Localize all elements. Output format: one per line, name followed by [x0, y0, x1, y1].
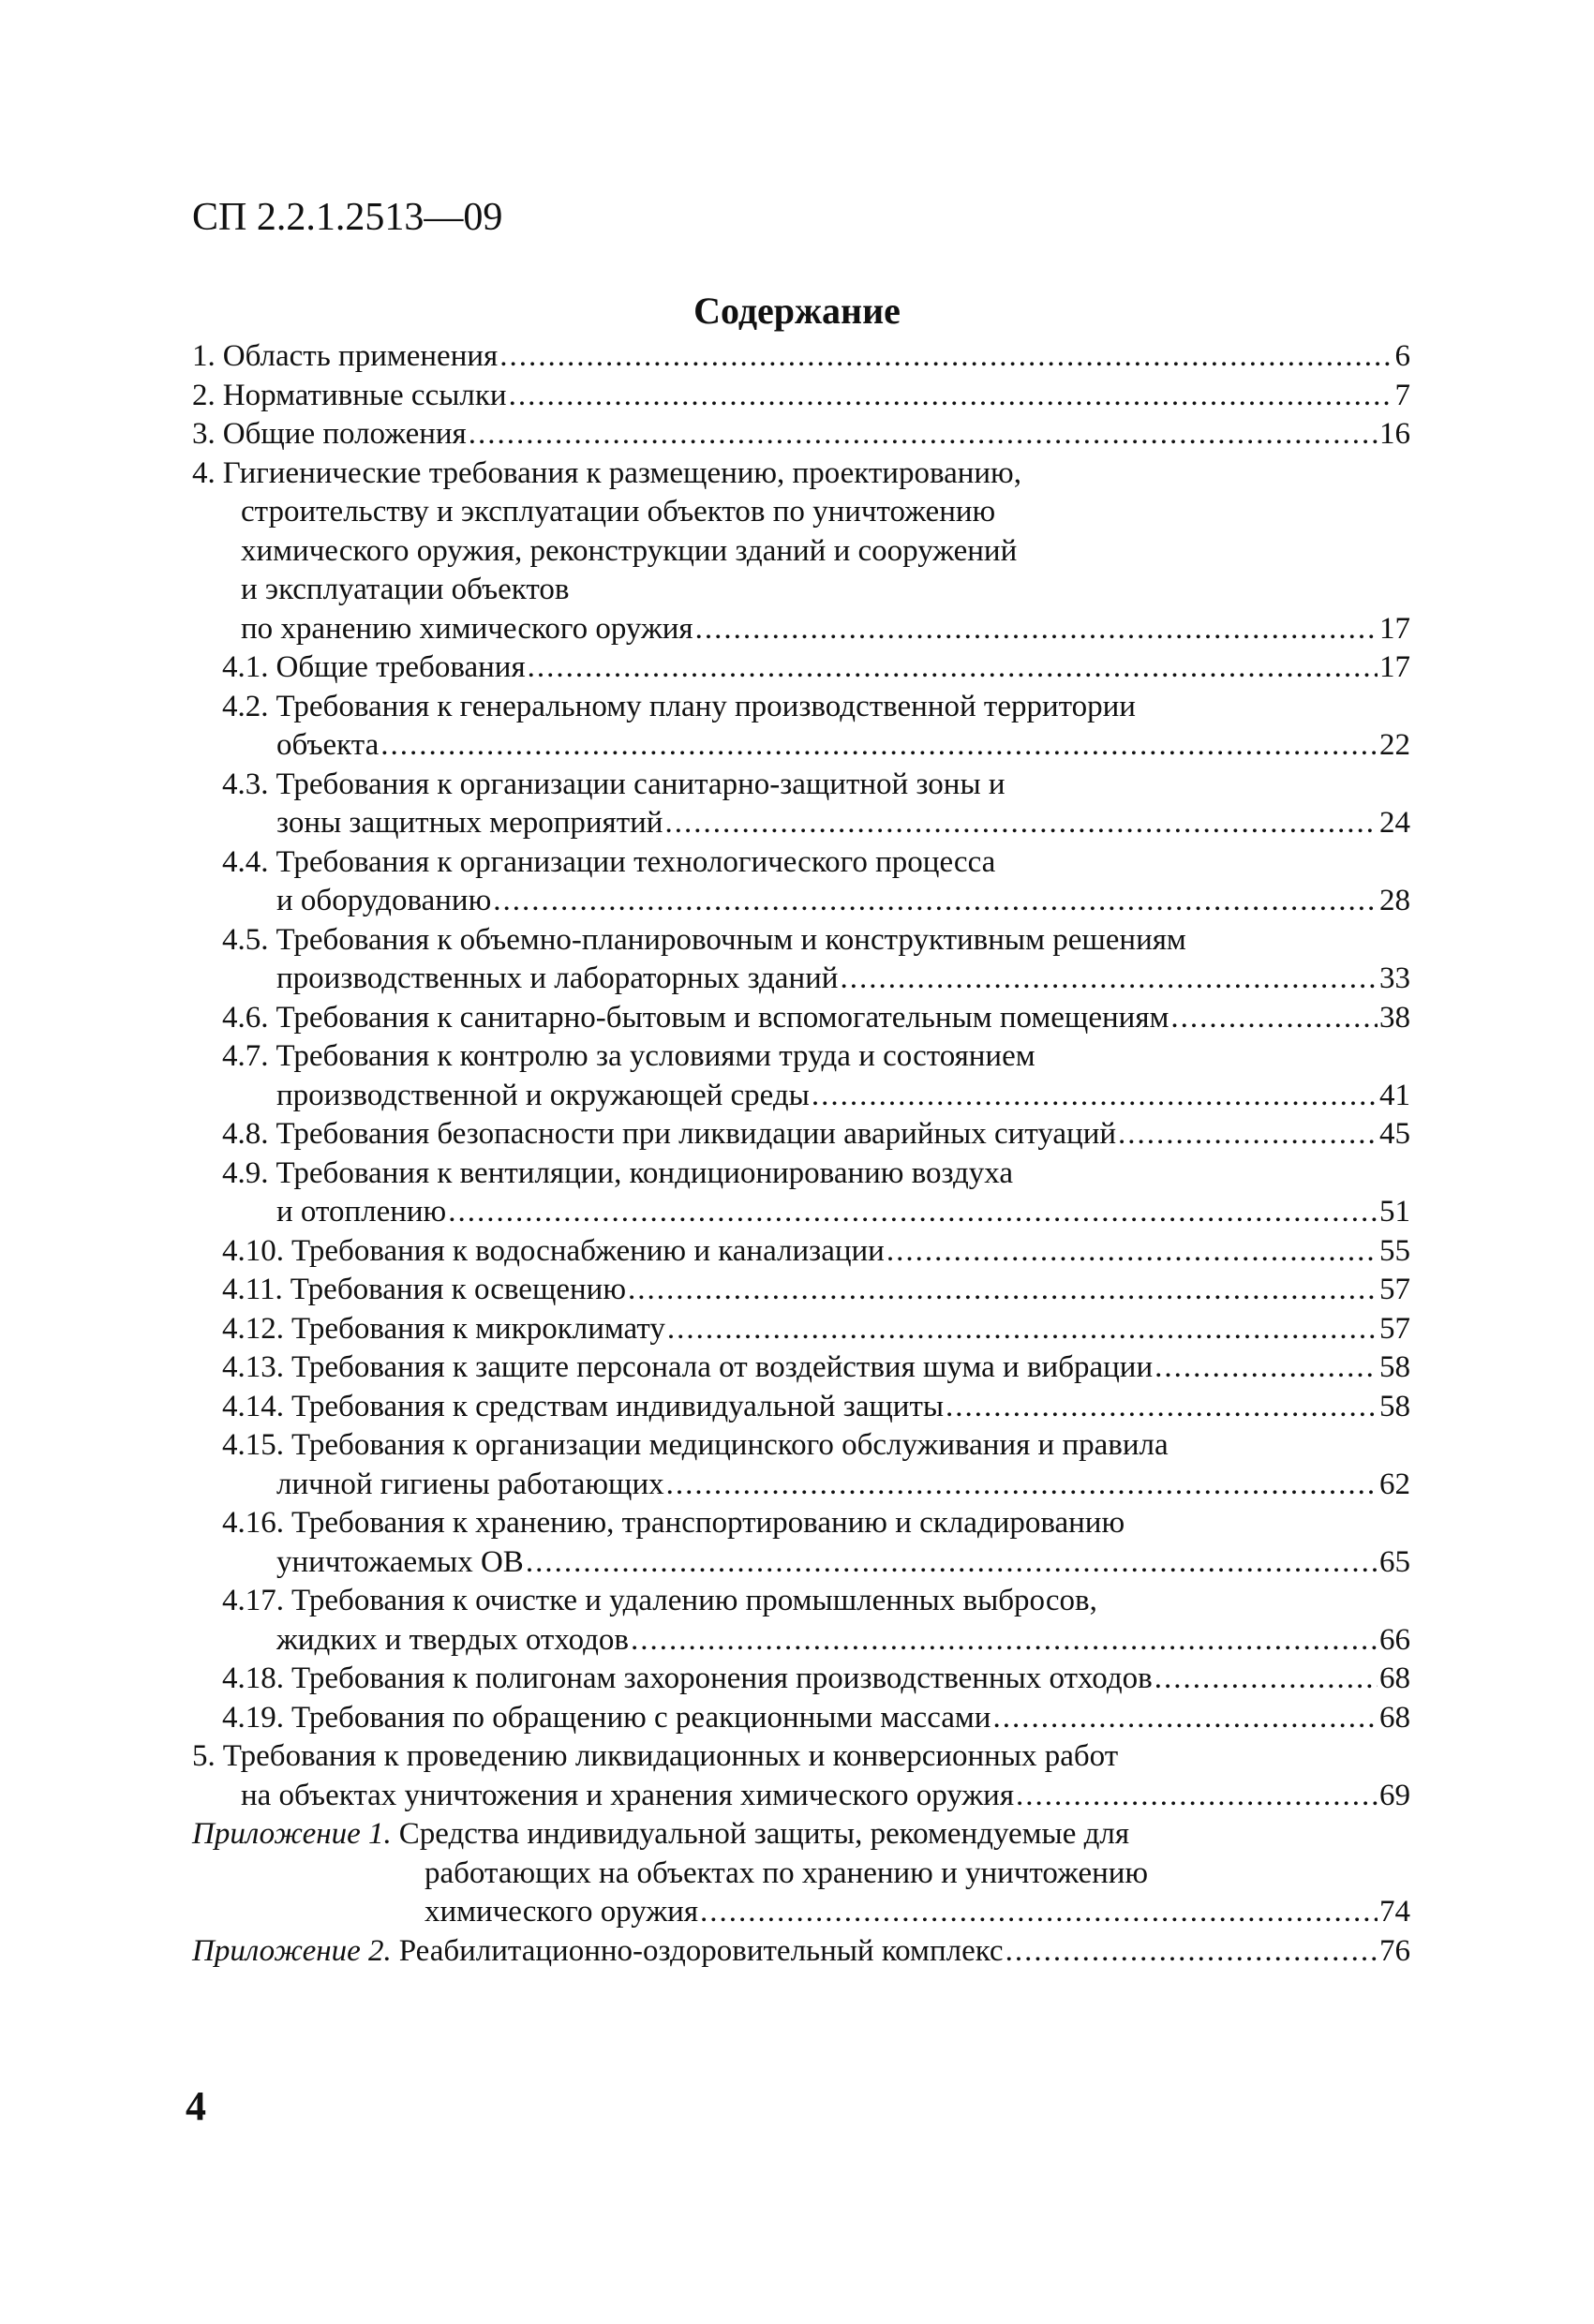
toc-entry-number: 4.13.: [222, 1350, 284, 1384]
toc-entry: [192, 337, 1410, 377]
toc-entry-title: Требования безопасности при ликвидации аварийных ситуаций: [276, 1117, 1117, 1151]
toc-entry-number: 4.7.: [222, 1039, 269, 1073]
toc-entry-title: жидких и твердых отходов: [276, 1622, 629, 1657]
toc-leader-dots: [1155, 1348, 1378, 1388]
toc-entry: [192, 843, 1410, 883]
toc-entry-page: 45: [1379, 1117, 1410, 1151]
toc-leader-dots: [1118, 1115, 1378, 1155]
toc-entry-number: 4.9.: [222, 1155, 269, 1190]
toc-entry: [192, 1193, 1410, 1232]
toc-entry: [192, 804, 1410, 843]
toc-entry: [192, 960, 1410, 999]
toc-entry: [192, 648, 1410, 688]
toc-leader-dots: [1006, 1932, 1378, 1972]
toc-entry-page: 55: [1379, 1233, 1410, 1268]
toc-entry: [192, 1115, 1410, 1155]
toc-entry-number: 3.: [192, 417, 216, 451]
toc-entry-number: 4.3.: [222, 767, 269, 801]
toc-entry-title: производственных и лабораторных зданий: [276, 961, 839, 995]
toc-entry-title: химического оружия, реконструкции зданий и сооружений: [241, 533, 1018, 568]
toc-leader-dots: [469, 415, 1378, 454]
toc-entry-page: 68: [1379, 1700, 1410, 1735]
toc-entry-title: уничтожаемых ОВ: [276, 1544, 524, 1579]
toc-entry-title: Требования по обращению с реакционными массами: [291, 1700, 991, 1735]
toc-entry: [192, 1037, 1410, 1077]
toc-entry-title: Требования к санитарно-бытовым и вспомогательным помещениям: [276, 1000, 1169, 1035]
toc-entry-title: строительству и эксплуатации объектов по уничтожению: [241, 495, 996, 529]
toc-entry-page: 33: [1379, 961, 1410, 995]
toc-entry-page: 65: [1379, 1544, 1410, 1579]
toc-entry-number: 4.8.: [222, 1117, 269, 1151]
toc-entry-title: личной гигиены работающих: [276, 1467, 664, 1501]
toc-entry-title: производственной и окружающей среды: [276, 1078, 810, 1112]
toc-entry-number: Приложение 2.: [192, 1933, 392, 1968]
toc-entry: [192, 1232, 1410, 1272]
toc-entry-title: Реабилитационно-оздоровительный комплекс: [398, 1933, 1004, 1968]
toc-entry-number: 4.19.: [222, 1700, 284, 1735]
toc-entry: [192, 688, 1410, 727]
toc-entry: [192, 882, 1410, 921]
toc-leader-dots: [1155, 1660, 1378, 1699]
toc-title: Содержание: [693, 290, 901, 332]
toc-entry-number: 4.1.: [222, 650, 269, 684]
toc-entry-number: 5.: [192, 1739, 216, 1773]
toc-entry: [192, 1077, 1410, 1116]
toc-entry-page: 76: [1379, 1933, 1410, 1968]
toc-entry: [192, 1466, 1410, 1505]
toc-entry-page: 69: [1379, 1778, 1410, 1812]
toc-leader-dots: [628, 1271, 1378, 1310]
toc-entry-title: Требования к контролю за условиями труда и состоянием: [276, 1039, 1035, 1073]
toc-entry: [192, 921, 1410, 961]
toc-entry: [192, 726, 1410, 766]
toc-entry-page: 6: [1394, 339, 1410, 373]
toc-leader-dots: [499, 337, 1393, 377]
page-number: 4: [186, 2083, 206, 2129]
toc-entry-title: Требования к очистке и удалению промышленных выбросов,: [291, 1584, 1097, 1617]
document-code: СП 2.2.1.2513—09: [192, 196, 503, 239]
toc-entry-number: 4.18.: [222, 1661, 284, 1695]
toc-entry: [192, 1815, 1410, 1855]
toc-entry-number: 4.10.: [222, 1233, 284, 1268]
toc-leader-dots: [509, 377, 1393, 416]
toc-entry-number: 4.4.: [222, 844, 269, 879]
toc-entry-number: 4.5.: [222, 922, 269, 957]
toc-entry-title: Требования к средствам индивидуальной защиты: [291, 1389, 945, 1423]
toc-entry-title: на объектах уничтожения и хранения химического оружия: [241, 1778, 1015, 1812]
toc-entry: [192, 1426, 1410, 1466]
toc-leader-dots: [667, 1310, 1378, 1349]
toc-entry-title: Требования к защите персонала от воздействия шума и вибрации: [291, 1350, 1154, 1384]
toc-entry-page: 58: [1379, 1350, 1410, 1384]
toc-entry: [192, 999, 1410, 1038]
toc-entry-title: и оборудованию: [276, 884, 492, 917]
toc-entry-page: 28: [1379, 884, 1410, 917]
toc-entry-title: зоны защитных мероприятий: [276, 806, 663, 840]
toc-entry: [192, 493, 1410, 532]
toc-leader-dots: [992, 1699, 1378, 1738]
toc-entry: [192, 454, 1410, 494]
toc-entry-page: 57: [1379, 1311, 1410, 1346]
toc-entry: [192, 1893, 1410, 1932]
toc-leader-dots: [631, 1621, 1378, 1661]
toc-entry-page: 41: [1379, 1078, 1410, 1112]
toc-entry-page: 16: [1379, 417, 1410, 451]
toc-leader-dots: [812, 1077, 1378, 1116]
toc-entry-number: 4.: [192, 455, 216, 490]
toc-entry: [192, 766, 1410, 805]
toc-entry: [192, 1388, 1410, 1427]
toc-entry-title: Требования к генеральному плану производственной территории: [276, 689, 1136, 723]
toc-entry-page: 66: [1379, 1622, 1410, 1657]
toc-entry-title: Требования к хранению, транспортированию и складированию: [291, 1506, 1125, 1540]
toc-entry: [192, 571, 1410, 610]
toc-entry-title: Требования к организации технологического процесса: [276, 844, 996, 879]
toc-entry: [192, 1543, 1410, 1583]
toc-entry: [192, 1271, 1410, 1310]
toc-entry-page: 38: [1379, 1000, 1410, 1035]
toc-entry-number: 1.: [192, 339, 216, 373]
toc-entry-title: Требования к полигонам захоронения производственных отходов: [291, 1661, 1153, 1695]
toc-entry-page: 58: [1379, 1389, 1410, 1423]
toc-entry-page: 17: [1379, 650, 1410, 684]
toc-entry-title: Общие требования: [276, 650, 526, 684]
toc-entry: [192, 377, 1410, 416]
toc-entry-title: и отоплению: [276, 1195, 447, 1229]
table-of-contents: [192, 337, 1410, 1971]
toc-entry-number: 4.17.: [222, 1584, 284, 1617]
toc-entry: [192, 1660, 1410, 1699]
toc-entry-title: по хранению химического оружия: [241, 611, 693, 646]
toc-leader-dots: [666, 1466, 1378, 1505]
toc-entry-title: химического оружия: [425, 1895, 699, 1929]
toc-entry: [192, 1310, 1410, 1349]
toc-entry-page: 68: [1379, 1661, 1410, 1695]
toc-entry-page: 74: [1379, 1895, 1410, 1929]
toc-entry-title: Нормативные ссылки: [222, 378, 507, 412]
toc-entry-title: Требования к объемно-планировочным и конструктивным решениям: [276, 922, 1186, 957]
toc-entry-title: Требования к освещению: [290, 1273, 626, 1306]
toc-leader-dots: [946, 1388, 1378, 1427]
toc-leader-dots: [700, 1893, 1378, 1932]
toc-entry: [192, 1155, 1410, 1194]
toc-leader-dots: [1170, 999, 1378, 1038]
toc-entry-page: 62: [1379, 1467, 1410, 1501]
toc-entry-number: 2.: [192, 378, 216, 412]
toc-entry-page: 22: [1379, 728, 1410, 762]
toc-entry: [192, 1777, 1410, 1816]
toc-leader-dots: [448, 1193, 1378, 1232]
toc-entry-number: 4.15.: [222, 1428, 284, 1462]
toc-entry: [192, 532, 1410, 572]
toc-leader-dots: [664, 804, 1378, 843]
toc-entry: [192, 415, 1410, 454]
toc-leader-dots: [380, 726, 1378, 766]
toc-entry-number: 4.2.: [222, 689, 269, 723]
toc-entry-page: 51: [1379, 1195, 1410, 1229]
toc-leader-dots: [695, 610, 1378, 649]
toc-entry-title: и эксплуатации объектов: [241, 573, 570, 606]
toc-entry: [192, 1504, 1410, 1543]
toc-entry: [192, 610, 1410, 649]
toc-entry-page: 57: [1379, 1273, 1410, 1306]
toc-entry-number: Приложение 1.: [192, 1817, 392, 1851]
toc-entry-number: 4.12.: [222, 1311, 284, 1346]
toc-entry-title: Требования к водоснабжению и канализации: [291, 1233, 885, 1268]
toc-entry-number: 4.11.: [222, 1273, 283, 1306]
toc-entry: [192, 1621, 1410, 1661]
toc-leader-dots: [526, 1543, 1378, 1583]
toc-entry: [192, 1737, 1410, 1777]
toc-leader-dots: [840, 960, 1378, 999]
toc-entry-number: 4.14.: [222, 1389, 284, 1423]
toc-entry-title: Средства индивидуальной защиты, рекомендуемые для: [398, 1817, 1130, 1851]
toc-entry-title: Требования к микроклимату: [291, 1311, 665, 1346]
toc-leader-dots: [886, 1232, 1378, 1272]
toc-entry-page: 24: [1379, 806, 1410, 840]
toc-entry: [192, 1855, 1410, 1894]
toc-entry-title: Общие положения: [222, 417, 467, 451]
toc-entry-title: Область применения: [222, 339, 499, 373]
toc-entry-page: 17: [1379, 611, 1410, 646]
toc-entry: [192, 1932, 1410, 1972]
toc-entry-title: Требования к проведению ликвидационных и конверсионных работ: [222, 1739, 1119, 1773]
toc-leader-dots: [493, 882, 1378, 921]
toc-entry-title: объекта: [276, 728, 380, 762]
toc-entry: [192, 1582, 1410, 1621]
toc-entry: [192, 1348, 1410, 1388]
toc-entry: [192, 1699, 1410, 1738]
toc-leader-dots: [1016, 1777, 1378, 1816]
toc-entry-number: 4.6.: [222, 1000, 269, 1035]
toc-entry-number: 4.16.: [222, 1506, 284, 1540]
toc-entry-title: Требования к вентиляции, кондиционированию воздуха: [276, 1155, 1013, 1190]
toc-entry-page: 7: [1394, 378, 1410, 412]
toc-leader-dots: [528, 648, 1378, 688]
toc-entry-title: Гигиенические требования к размещению, проектированию,: [222, 455, 1021, 490]
toc-entry-title: Требования к организации санитарно-защитной зоны и: [276, 767, 1006, 801]
toc-entry-title: работающих на объектах по хранению и уничтожению: [425, 1855, 1149, 1890]
toc-entry-title: Требования к организации медицинского обслуживания и правила: [291, 1428, 1169, 1462]
